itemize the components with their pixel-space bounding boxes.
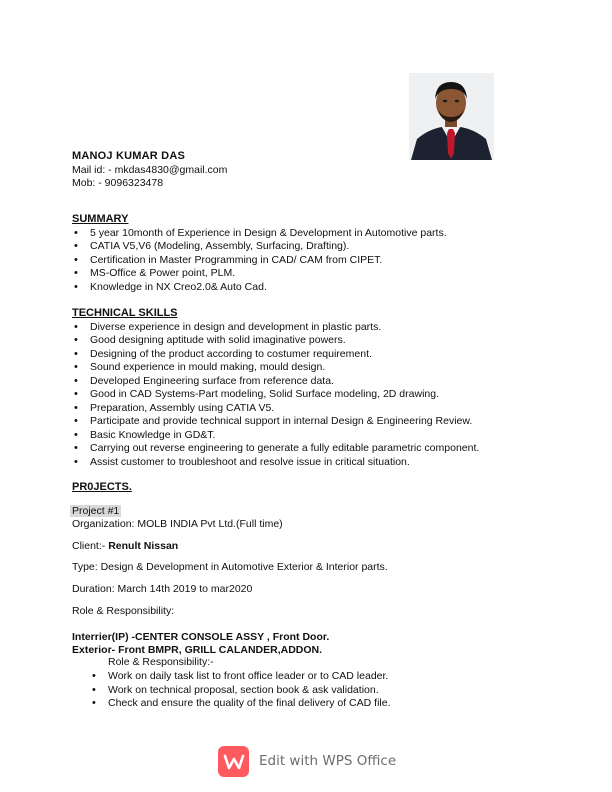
client-label: Client:- bbox=[72, 540, 109, 552]
list-item: • Knowledge in NX Creo2.0& Auto Cad. bbox=[72, 281, 447, 295]
list-item: • Diverse experience in design and development in plastic parts. bbox=[72, 321, 479, 335]
mobile-line: Mob: - 9096323478 bbox=[72, 177, 164, 189]
project-1 bbox=[72, 505, 121, 519]
email-line: Mail id: - mkdas4830@gmail.com bbox=[72, 163, 228, 176]
duration-line: Duration: March 14th 2019 to mar2020 bbox=[72, 583, 253, 595]
type-line: Type: Design & Development in Automotive Exterior & Interior parts. bbox=[72, 561, 388, 573]
list-item: • Check and ensure the quality of the final delivery of CAD file. bbox=[90, 697, 391, 711]
list-item: • Participate and provide technical support in internal Design & Engineering Review. bbox=[72, 415, 479, 429]
wps-label: Edit with WPS Office bbox=[259, 752, 397, 769]
list-item: • 5 year 10month of Experience in Design & Development in Automotive parts. bbox=[72, 227, 447, 241]
projects-title: PR0JECTS. bbox=[72, 481, 132, 493]
task-list bbox=[90, 670, 391, 711]
skills-list bbox=[72, 321, 479, 470]
wps-logo-icon bbox=[218, 746, 249, 777]
list-item: • Good in CAD Systems-Part modeling, Solid Surface modeling, 2D drawing. bbox=[72, 388, 479, 402]
list-item: • Work on daily task list to front office leader or to CAD leader. bbox=[90, 670, 391, 684]
candidate-name: MANOJ KUMAR DAS bbox=[72, 150, 185, 162]
list-item: • Preparation, Assembly using CATIA V5. bbox=[72, 402, 479, 416]
organization-line bbox=[72, 518, 283, 532]
list-item: • Developed Engineering surface from reference data. bbox=[72, 375, 479, 389]
organization-value: MOLB INDIA Pvt Ltd.(Full time) bbox=[137, 518, 283, 530]
list-item: • Sound experience in mould making, mould design. bbox=[72, 361, 479, 375]
interior-line: Interrier(IP) -CENTER CONSOLE ASSY , Front Door. bbox=[72, 631, 330, 643]
summary-title: SUMMARY bbox=[72, 213, 129, 225]
list-item: • Work on technical proposal, section book & ask validation. bbox=[90, 684, 391, 698]
client-value: Renult Nissan bbox=[108, 540, 179, 552]
list-item: • Certification in Master Programming in CAD/ CAM from CIPET. bbox=[72, 254, 447, 268]
edit-with-wps-button[interactable] bbox=[218, 745, 396, 778]
project-heading: Project #1 bbox=[72, 505, 120, 517]
technical-skills-section bbox=[72, 307, 479, 469]
client-line bbox=[72, 540, 178, 554]
list-item: • Basic Knowledge in GD&T. bbox=[72, 429, 479, 443]
role-title: Role & Responsibility: bbox=[72, 605, 175, 617]
technical-skills-title: TECHNICAL SKILLS bbox=[72, 307, 178, 319]
list-item: • Good designing aptitude with solid imaginative powers. bbox=[72, 334, 479, 348]
summary-list bbox=[72, 227, 447, 295]
exterior-line: Exterior- Front BMPR, GRILL CALANDER,ADDON. bbox=[72, 644, 323, 656]
list-item: • Designing of the product according to costumer requirement. bbox=[72, 348, 479, 362]
list-item: • Carrying out reverse engineering to generate a fully editable parametric component. bbox=[72, 442, 479, 456]
summary-section bbox=[72, 213, 447, 294]
contact-header bbox=[72, 150, 227, 191]
list-item: • CATIA V5,V6 (Modeling, Assembly, Surfacing, Drafting). bbox=[72, 240, 447, 254]
list-item: • Assist customer to troubleshoot and resolve issue in critical situation. bbox=[72, 456, 479, 470]
profile-photo bbox=[409, 73, 494, 160]
role-subtitle: Role & Responsibility:- bbox=[108, 656, 214, 668]
organization-label: Organization: bbox=[72, 518, 138, 530]
list-item: • MS-Office & Power point, PLM. bbox=[72, 267, 447, 281]
